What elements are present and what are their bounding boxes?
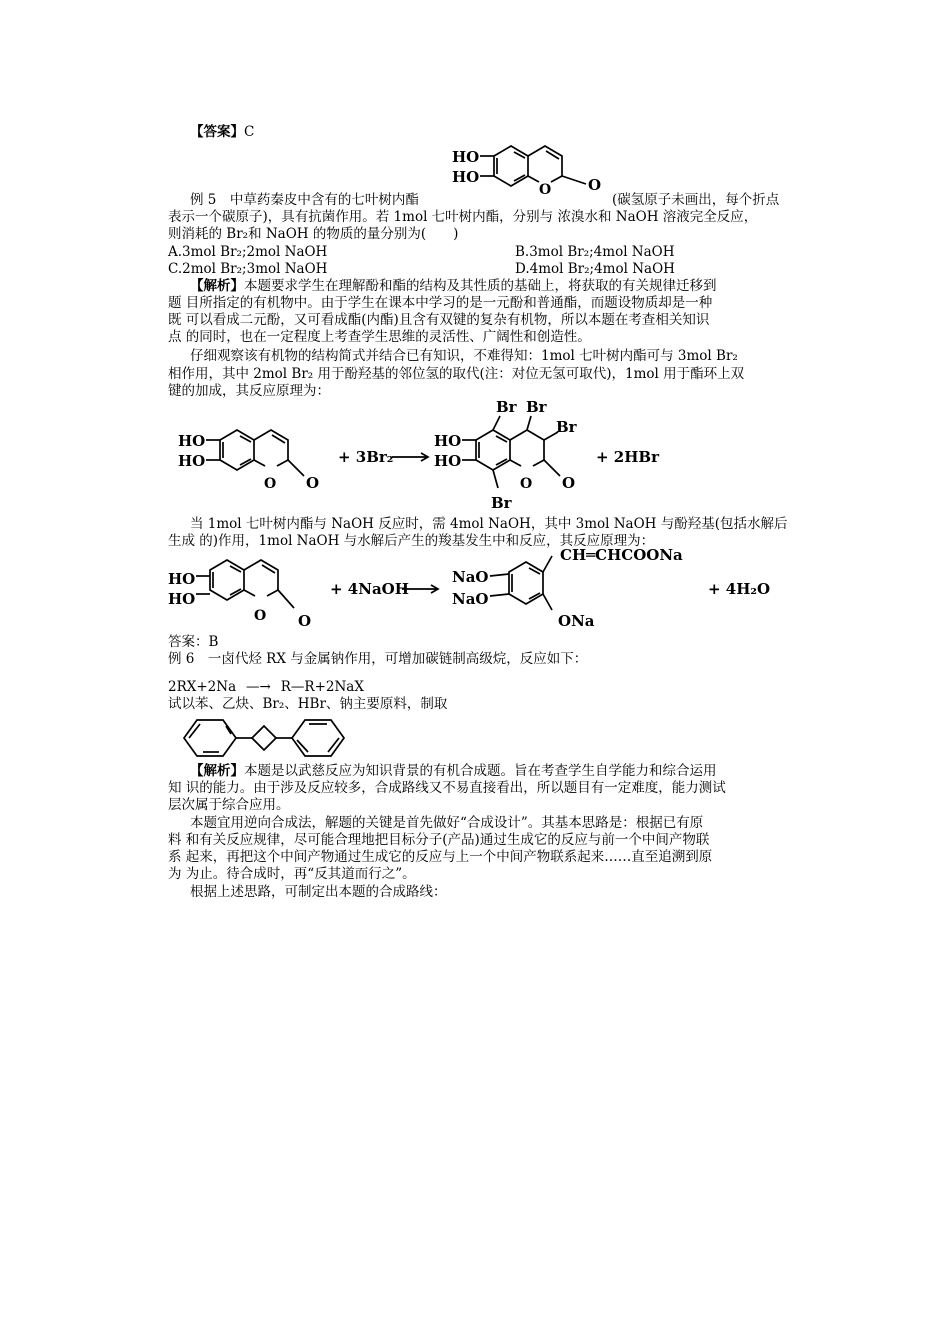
carbonyl-oxygen-label: O (588, 176, 602, 194)
br-label: Br (491, 494, 512, 512)
carbonyl-oxygen-label: O (306, 474, 320, 492)
ho-label: HO (168, 570, 196, 588)
analysis1-p2-line2: 相作用，其中 2mol Br₂ 用于酚羟基的邻位氢的取代(注：对位无氢可取代)，1mol 用于酯环上双 (168, 366, 745, 382)
br-label: Br (556, 418, 577, 436)
analysis1-p3-line2: 生成 的)作用，1mol NaOH 与水解后产生的羧基发生中和反应，其反应原理为： (168, 533, 655, 549)
br-label: Br (526, 398, 547, 416)
nao-label: NaO (452, 590, 489, 608)
ho-label: HO (178, 432, 206, 450)
product-hbr: + 2HBr (596, 448, 659, 466)
ring-oxygen-label: O (264, 476, 277, 492)
option-c: C.2mol Br₂;3mol NaOH (168, 261, 328, 277)
target-molecule (170, 716, 360, 766)
ho-label: HO (434, 432, 462, 450)
equation-left: 2RX+2Na (168, 679, 237, 695)
ring-oxygen-label: O (539, 182, 552, 198)
analysis1-p3-line1: 当 1mol 七叶树内酯与 NaOH 反应时，需 4mol NaOH，其中 3mol NaOH 与酚羟基(包括水解后 (190, 516, 788, 532)
ona-label: ONa (558, 612, 595, 630)
example5-line1b: (碳氢原子未画出，每个折点 (612, 192, 780, 208)
analysis2-p2-line1: 本题宜用逆向合成法，解题的关键是首先做好“合成设计”。其基本思路是：根据已有原 (190, 815, 704, 831)
analysis2-p2-line2: 料 和有关反应规律，尽可能合理地把目标分子(产品)通过生成它的反应与前一个中间产物联 (168, 832, 710, 848)
answer-line (190, 124, 254, 141)
reagent-naoh: + 4NaOH (330, 580, 409, 598)
equation-arrow-icon: —→ (246, 679, 271, 695)
wurtz-equation (168, 679, 364, 696)
analysis2-line1 (190, 763, 717, 780)
analysis2-text: 本题是以武慈反应为知识背景的有机合成题。旨在考查学生自学能力和综合运用 (244, 763, 717, 779)
example5-line1a: 例 5 中草药秦皮中含有的七叶树内酯 (190, 192, 419, 208)
bromination-reaction (178, 396, 678, 516)
ho-label: HO (168, 590, 196, 608)
analysis2-line3: 层次属于综合应用。 (168, 797, 290, 813)
nao-label: NaO (452, 568, 489, 586)
analysis2-line2: 知 识的能力。由于涉及反应较多，合成路线又不易直接看出，所以题目有一定难度，能力测试 (168, 780, 726, 796)
analysis1-line2: 题 目所指定的有机物中。由于学生在课本中学习的是一元酚和普通酯，而题设物质却是一种 (168, 295, 713, 311)
product-h2o: + 4H₂O (708, 580, 771, 598)
analysis1-line3: 既 可以看成二元酚，又可看成酯(内酯)且含有双键的复杂有机物，所以本题在考查相关知识 (168, 312, 710, 328)
example5-line3: 则消耗的 Br₂和 NaOH 的物质的量分别为( ) (168, 226, 459, 242)
answer-bracket: 【答案】 (190, 124, 244, 140)
ho-label: HO (452, 148, 480, 166)
carbonyl-oxygen-label: O (562, 474, 576, 492)
ho-label: HO (452, 168, 480, 186)
analysis2-p2-line4: 为 为止。待合成时，再“反其道而行之”。 (168, 866, 416, 882)
answer-b: 答案：B (168, 634, 219, 650)
ho-label: HO (178, 452, 206, 470)
equation-right: R—R+2NaX (280, 679, 364, 695)
ho-label: HO (434, 452, 462, 470)
analysis1-p2-line3: 键的加成，其反应原理为： (168, 383, 330, 399)
option-d: D.4mol Br₂;4mol NaOH (515, 261, 675, 277)
ring-oxygen-label: O (520, 476, 533, 492)
example6-line1: 例 6 一卤代烃 RX 与金属钠作用，可增加碳链制高级烷，反应如下： (168, 651, 588, 667)
analysis-bracket: 【解析】 (190, 278, 244, 294)
esculetin-structure (440, 138, 610, 210)
analysis2-p3: 根据上述思路，可制定出本题的合成路线： (190, 884, 447, 900)
analysis1-line1 (190, 278, 717, 295)
option-a: A.3mol Br₂;2mol NaOH (168, 244, 328, 260)
example5-line2: 表示一个碳原子)，具有抗菌作用。若 1mol 七叶树内酯，分别与 浓溴水和 NaOH 溶液完全反应， (168, 209, 758, 225)
analysis-bracket: 【解析】 (190, 763, 244, 779)
analysis1-text: 本题要求学生在理解酚和酯的结构及其性质的基础上，将获取的有关规律迁移到 (244, 278, 717, 294)
example6-line3: 试以苯、乙炔、Br₂、HBr、钠主要原料，制取 (168, 696, 448, 712)
side-chain-label: CH═CHCOONa (560, 546, 683, 564)
hydrolysis-reaction (168, 548, 788, 638)
answer-value: C (244, 124, 255, 140)
analysis1-p2-line1: 仔细观察该有机物的结构简式并结合已有知识，不难得知：1mol 七叶树内酯可与 3mol Br₂ (190, 348, 738, 364)
ring-oxygen-label: O (254, 608, 267, 624)
carbonyl-oxygen-label: O (298, 612, 312, 630)
option-b: B.3mol Br₂;4mol NaOH (515, 244, 675, 260)
analysis2-p2-line3: 系 起来，再把这个中间产物通过生成它的反应与上一个中间产物联系起来……直至追溯到原 (168, 849, 713, 865)
reagent-br2: + 3Br₂ (338, 448, 394, 466)
analysis1-line4: 点 的同时，也在一定程度上考查学生思维的灵活性、广阔性和创造性。 (168, 329, 591, 345)
br-label: Br (496, 398, 517, 416)
